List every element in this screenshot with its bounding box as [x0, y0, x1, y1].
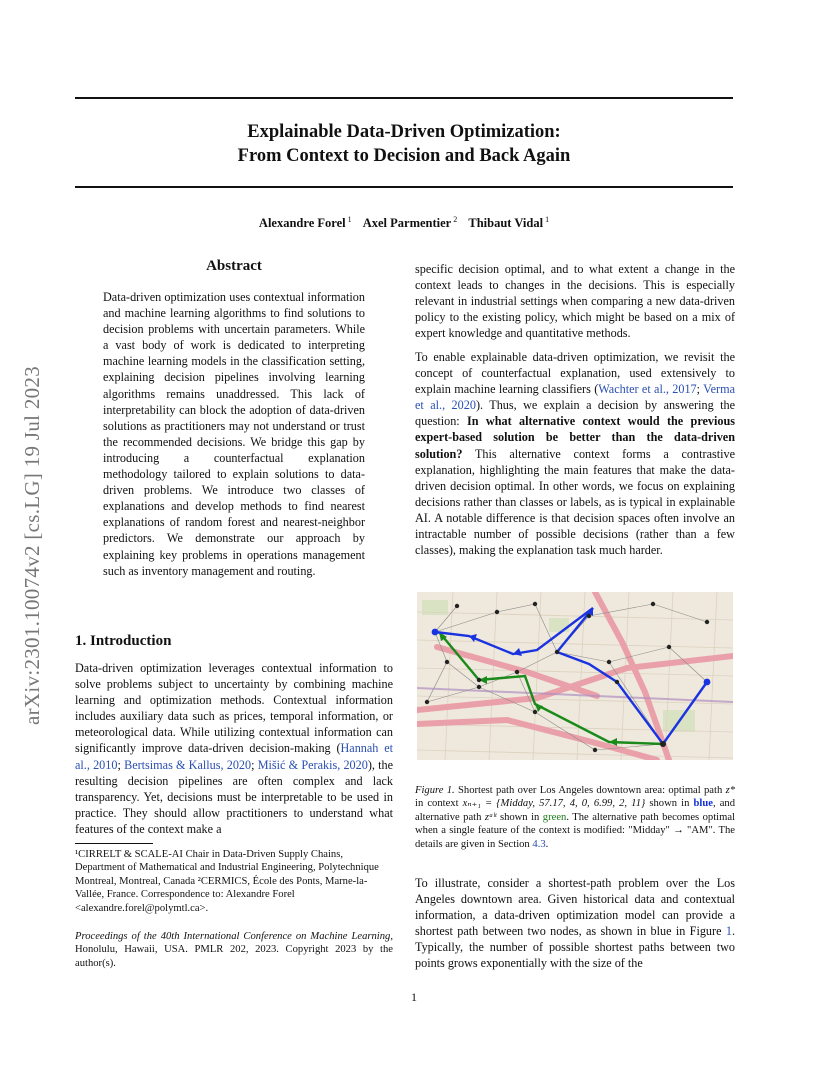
intro-paragraph: Data-driven optimization leverages contextual information to solve problems subject to uncertainty by combining machine learning and optimization methods. Contextual information includes auxiliary data such as prices, temporal information, or meteorological data. While utilizing contextual information can significantly improve data-driven decision-making (Hannah et al., 2010; Bertsimas & Kallus, 2020; Mišić & Perakis, 2020), the resulting decision pipelines are often complex and lack transparency. Yet, decisions must be interpretable to be used in practice. They should allow practitioners to understand what features of the context make a — [75, 661, 394, 836]
proceedings-note: Proceedings of the 40th International Conference on Machine Learning, Honolulu, Hawaii, USA. PMLR 202, 2023. Copyright 2023 by the author(s). — [75, 931, 393, 969]
abstract-text: Data-driven optimization uses contextual information and machine learning algorithms to find solutions to decision problems with uncertain parameters. While a vast body of work is dedicated to interpreting machine learning models in the classification setting, explaining decision pipelines involving learning algorithms remains unaddressed. This lack of interpretability can block the adoption of data-driven solutions as practitioners may not understand or trust the recommended decisions. We bridge this gap by introducing a counterfactual explanation methodology tailored to explain solutions to data-driven problems. We introduce two classes of explanations and develop methods to find nearest explanations of random forest and nearest-neighbor predictors. We demonstrate our approach by explaining key problems in operations management such as inventory management and routing. — [103, 290, 365, 578]
footnote-rule — [75, 843, 153, 844]
author: Alexandre Forel $^1$ — [258, 215, 352, 231]
title-line-1: Explainable Data-Driven Optimization: — [247, 122, 561, 142]
author: Axel Parmentier $^2$ — [362, 215, 458, 231]
page-number: 1 — [411, 990, 417, 1004]
section-heading-introduction: 1. Introduction — [75, 633, 172, 649]
author: Thibaut Vidal $^1$ — [468, 215, 550, 231]
figure-link[interactable]: 1 — [725, 924, 732, 939]
arxiv-identifier: arXiv:2301.10074v2 [cs.LG] 19 Jul 2023 — [20, 365, 44, 725]
citation-link[interactable]: Wachter et al., 2017 — [598, 382, 697, 397]
path-end-node — [704, 679, 711, 686]
title-line-2: From Context to Decision and Back Again — [237, 146, 571, 166]
affiliation-footnote: ¹CIRRELT & SCALE-AI Chair in Data-Driven Supply Chains, Department of Mathematical and Industrial Engineering, Polytechnique Montreal, Montreal, Canada ²CERMICS, École des Ponts, Marne-la-Vallée, France. Correspondence to: Alexandre Forel <alexandre.forel@polymtl.ca>. — [75, 849, 379, 914]
section-link[interactable]: 4.3 — [532, 838, 546, 850]
right-column-paragraph: To illustrate, consider a shortest-path problem over the Los Angeles downtown area. Given historical data and contextual information, a data-driven optimization model can provide a shortest path between two nodes, as shown in blue in Figure 1. Typically, the number of possible shortest paths between two points grows exponentially with the size of the — [415, 876, 735, 971]
figure-caption: Figure 1. Shortest path over Los Angeles downtown area: optimal path z* in context xₙ₊₁ = {Midday, 57.17, 4, 0, 6.99, 2, 11} shown in blue, and alternative path zᵃˡᵗ shown in green. The alternative path becomes optimal when a single feature of the context is modified: "Midday" → "AM". The details are given in Section 4.3. — [415, 785, 735, 850]
paper-title — [75, 120, 733, 168]
citation-link[interactable]: Bertsimas & Kallus, 2020 — [124, 757, 252, 772]
right-column-paragraph: specific decision optimal, and to what extent a change in the context leads to changes in the decisions. This is especially relevant in industrial settings when comparing a new data-driven policy to the existing policy, which might be based on a mix of expert knowledge and quantitative methods. — [415, 262, 735, 341]
citation-link[interactable]: Hannah et al., 2010 — [75, 741, 393, 772]
path-start-node — [432, 629, 439, 636]
citation-link[interactable]: Mišić & Perakis, 2020 — [257, 757, 368, 772]
abstract-heading: Abstract — [206, 258, 262, 274]
la-map-figure — [417, 592, 733, 760]
author-list — [75, 215, 733, 231]
citation-link[interactable]: Verma et al., 2020 — [415, 382, 735, 413]
right-column-paragraph: To enable explainable data-driven optimization, we revisit the concept of counterfactual explanation, used extensively to explain machine learning classifiers (Wachter et al., 2017; Verma et al., 2020). Thus, we explain a decision by answering the question: In what alternative context would the previous expert-based solution be better than the data-driven solution? This alternative context forms a contrastive explanation, highlighting the main features that make the data-driven decision optimal. In other words, we focus on explaining decisions rather than classes or labels, as is typical in explainable AI. A notable difference is that decision spaces often involve an intractable number of possible decisions (rather than a few classes), making the explanation task much harder. — [415, 350, 736, 558]
title-bottom-rule — [75, 186, 733, 188]
top-rule — [75, 97, 733, 99]
